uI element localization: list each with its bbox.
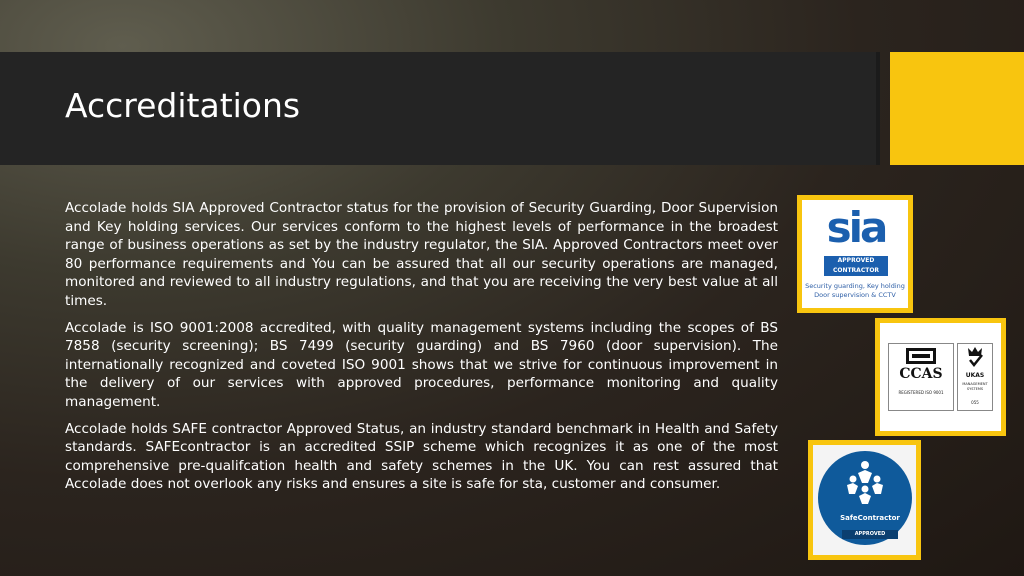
safecontractor-figures-icon bbox=[818, 451, 912, 511]
safecontractor-approved-badge: APPROVED bbox=[842, 530, 898, 539]
ccas-emblem-icon bbox=[889, 344, 953, 368]
safecontractor-logo-frame bbox=[808, 440, 921, 560]
sia-logo-frame bbox=[797, 195, 913, 313]
sia-logo bbox=[802, 200, 908, 308]
paragraph-sia: Accolade holds SIA Approved Contractor status for the provision of Security Guarding, Door Supervision and Key holding services. Our services conform to the highest levels of performance in the broadest range of business operations as set by the industry regulator, the SIA. Approved Contractors meet over 80 performance requirements and You can be assured that all our security operations are managed, monitored and reviewed to all industry regulations, and that you are receiving the very best value at all times. bbox=[65, 200, 778, 309]
ccas-logo bbox=[880, 323, 1001, 431]
slide-title: Accreditations bbox=[65, 86, 301, 125]
ukas-number: 055 bbox=[971, 400, 979, 405]
accent-square bbox=[890, 52, 1024, 165]
ukas-text: UKAS bbox=[965, 372, 985, 379]
sia-approved-text: APPROVED CONTRACTOR bbox=[832, 257, 880, 274]
ukas-crown-check-icon bbox=[958, 344, 992, 370]
sia-caption: Security guarding, Key holding Door supervision & CCTV bbox=[805, 282, 905, 299]
safecontractor-circle bbox=[818, 451, 912, 545]
ccas-mark-box bbox=[888, 343, 954, 411]
paragraph-safecontractor: Accolade holds SAFE contractor Approved Status, an industry standard benchmark in Health and Safety standards. SAFEcontractor is an accredited SSIP scheme which recognizes it as one of the most comprehensive pre-qualifcation health and safety schemes in the UK. You can rest assured that Accolade does not overlook any risks and ensures a site is safe for sta, customer and consumer. bbox=[65, 420, 778, 493]
sia-mark: sia bbox=[826, 203, 886, 252]
ccas-text: CCAS bbox=[899, 366, 943, 382]
safecontractor-logo bbox=[813, 445, 916, 555]
safecontractor-name: SafeContractor bbox=[840, 514, 900, 522]
ukas-subtitle: MANAGEMENT SYSTEMS bbox=[962, 382, 988, 391]
paragraph-iso: Accolade is ISO 9001:2008 accredited, with quality management systems including the scopes of BS 7858 (security screening); BS 7499 (security guarding) and BS 7960 (door supervision). The internationally recognized and coveted ISO 9001 shows that we strive for continuous improvement in the delivery of our services with approved procedures, performance monitoring and quality management. bbox=[65, 319, 778, 410]
sia-approved-badge bbox=[824, 256, 888, 276]
body-text bbox=[65, 199, 778, 502]
ukas-mark-box bbox=[957, 343, 993, 411]
ccas-registered: REGISTERED ISO 9001 bbox=[898, 390, 944, 395]
ccas-logo-frame bbox=[875, 318, 1006, 436]
